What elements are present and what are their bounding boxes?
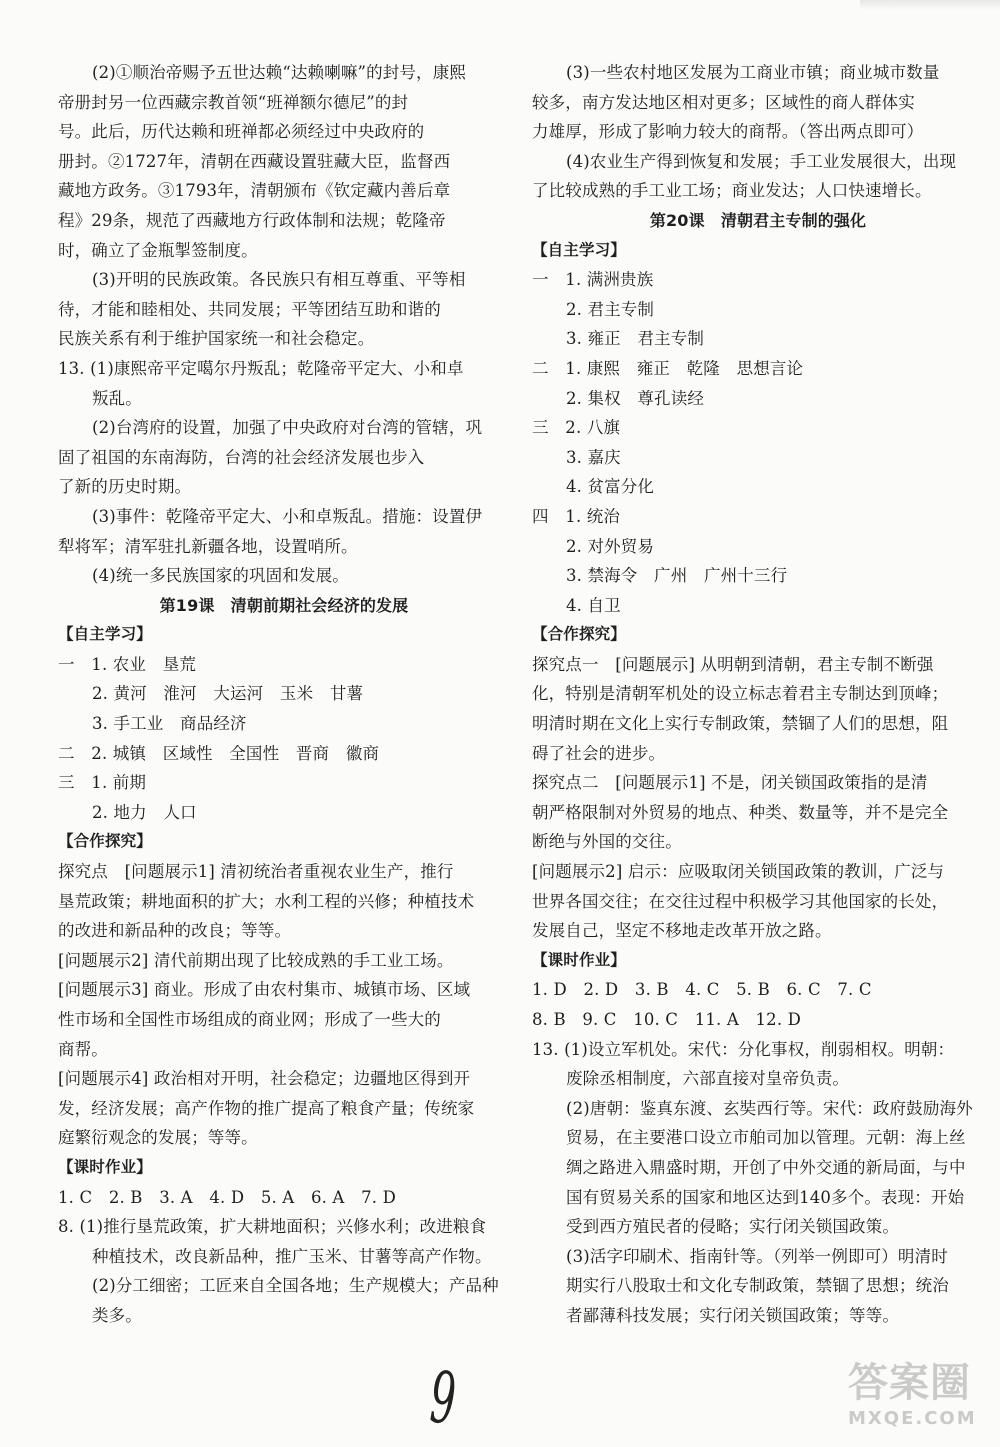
watermark-logo: [848, 1358, 988, 1438]
text-line: 待，才能和睦相处、共同发展；平等团结互助和谐的: [58, 299, 441, 319]
text-line: 2. 君主专制: [566, 299, 655, 319]
text-line: 一 1. 满洲贵族: [532, 270, 654, 290]
text-line: (3)一些农村地区发展为工商业市镇；商业城市数量: [566, 63, 940, 82]
text-line: (3)活字印刷术、指南针等。（列举一例即可）明清时: [566, 1246, 948, 1266]
text-line: 帝册封另一位西藏宗教首领“班禅额尔德尼”的封: [58, 92, 409, 112]
text-line: 册封。②1727年，清朝在西藏设置驻藏大臣，监督西: [58, 151, 451, 171]
text-line: 1. D 2. D 3. B 4. C 5. B 6. C 7. C: [532, 980, 872, 1000]
text-line: 3. 手工业 商品经济: [92, 714, 247, 734]
text-line: 3. 禁海令 广州 广州十三行: [566, 566, 788, 586]
text-line: 明清时期在文化上实行专制政策，禁锢了人们的思想，阻: [532, 714, 949, 734]
watermark-url: MXQE.COM: [848, 1408, 977, 1429]
text-line: 三 2. 八旗: [532, 418, 621, 438]
text-line: 碍了社会的进步。: [532, 743, 666, 763]
text-line: 2. 集权 尊孔读经: [566, 388, 704, 408]
text-line: 4. 贫富分化: [566, 477, 655, 497]
text-line: 二 1. 康熙 雍正 乾隆 思想言论: [532, 358, 804, 378]
text-line: 叛乱。: [92, 388, 142, 408]
text-line: (2)①顺治帝赐予五世达赖“达赖喇嘛”的封号，康熙: [92, 63, 466, 82]
section-heading: 【合作探究】: [58, 832, 152, 851]
lesson-title: 第20课 清朝君主专制的强化: [649, 210, 867, 230]
text-line: 断绝与外国的交往。: [532, 832, 682, 852]
text-line: 二 2. 城镇 区域性 全国性 晋商 徽商: [58, 743, 380, 763]
section-heading: 【合作探究】: [532, 625, 626, 644]
text-line: 化，特别是清朝军机处的设立标志着君主专制达到顶峰；: [532, 684, 949, 704]
text-line: 时，确立了金瓶掣签制度。: [58, 240, 258, 260]
left-column: [58, 58, 510, 1331]
text-line: 3. 嘉庆: [566, 447, 621, 467]
text-line: (2)台湾府的设置，加强了中央政府对台湾的管辖，巩: [92, 418, 483, 438]
handwritten-page-number: 9: [427, 1353, 458, 1443]
text-line: 较多，南方发达地区相对更多；区域性的商人群体实: [532, 92, 915, 112]
text-line: 力雄厚，形成了影响力较大的商帮。（答出两点即可）: [532, 122, 924, 142]
text-line: 世界各国交往；在交往过程中积极学习其他国家的长处，: [532, 891, 949, 911]
text-line: 的改进和新品种的改良；等等。: [58, 921, 292, 941]
text-line: 商帮。: [58, 1039, 108, 1059]
watermark-mark: 答案圈: [848, 1360, 971, 1406]
text-line: 4. 自卫: [566, 595, 621, 615]
text-line: 废除丞相制度，六部直接对皇帝负责。: [566, 1069, 850, 1089]
text-line: [问题展示2] 启示：应吸取闭关锁国政策的教训，广泛与: [532, 862, 945, 882]
text-line: 探究点 [问题展示1] 清初统治者重视农业生产，推行: [58, 862, 454, 882]
text-line: [问题展示2] 清代前期出现了比较成熟的手工业工场。: [58, 950, 454, 970]
text-line: 一 1. 农业 垦荒: [58, 654, 196, 674]
text-line: 性市场和全国性市场组成的商业网；形成了一些大的: [58, 1010, 441, 1029]
text-line: 民族关系有利于维护国家统一和社会稳定。: [58, 329, 375, 349]
text-line: (4)统一多民族国家的巩固和发展。: [92, 566, 349, 586]
text-line: 3. 雍正 君主专制: [566, 329, 704, 349]
right-column: [532, 58, 984, 1331]
text-line: 探究点二 [问题展示1] 不是，闭关锁国政策指的是清: [532, 773, 928, 793]
text-line: 种植技术，改良新品种，推广玉米、甘薯等高产作物。: [92, 1246, 492, 1266]
section-heading: 【自主学习】: [532, 240, 626, 259]
text-line: 贸易，在主要港口设立市舶司加以管理。元朝：海上丝: [566, 1128, 966, 1148]
text-line: 2. 黄河 淮河 大运河 玉米 甘薯: [92, 684, 364, 704]
text-line: 类多。: [92, 1305, 142, 1325]
text-line: 2. 地力 人口: [92, 802, 197, 822]
text-line: [问题展示3] 商业。形成了由农村集市、城镇市场、区域: [58, 980, 471, 1000]
text-line: 期实行八股取士和文化专制政策，禁锢了思想；统治: [566, 1276, 949, 1296]
section-heading: 【课时作业】: [58, 1157, 152, 1176]
text-line: 三 1. 前期: [58, 773, 147, 793]
scan-edge-shadow: [860, 0, 1000, 10]
text-line: 发展自己，坚定不移地走改革开放之路。: [532, 921, 832, 941]
text-line: 发，经济发展；高产作物的推广提高了粮食产量；传统家: [58, 1098, 475, 1118]
text-line: 13. (1)康熙帝平定噶尔丹叛乱；乾隆帝平定大、小和卓: [58, 358, 464, 378]
lesson-title: 第19课 清朝前期社会经济的发展: [159, 595, 409, 615]
section-heading: 【自主学习】: [58, 625, 152, 644]
text-line: (3)事件：乾隆帝平定大、小和卓叛乱。措施：设置伊: [92, 506, 483, 526]
text-line: 了新的历史时期。: [58, 477, 192, 497]
text-line: 2. 对外贸易: [566, 536, 655, 556]
text-line: 了比较成熟的手工业工场；商业发达；人口快速增长。: [532, 181, 932, 201]
text-line: (3)开明的民族政策。各民族只有相互尊重、平等相: [92, 270, 466, 290]
text-line: 探究点一 [问题展示] 从明朝到清朝，君主专制不断强: [532, 654, 934, 674]
text-line: 8. B 9. C 10. C 11. A 12. D: [532, 1010, 802, 1029]
text-line: 8. (1)推行垦荒政策，扩大耕地面积；兴修水利；改进粮食: [58, 1217, 487, 1237]
text-line: (2)唐朝：鉴真东渡、玄奘西行等。宋代：政府鼓励海外: [566, 1098, 973, 1118]
text-line: 13. (1)设立军机处。宋代：分化事权，削弱相权。明朝：: [532, 1039, 955, 1059]
text-line: 垦荒政策；耕地面积的扩大；水利工程的兴修；种植技术: [58, 891, 475, 911]
text-line: (2)分工细密；工匠来自全国各地；生产规模大；产品种: [92, 1276, 499, 1296]
text-line: 1. C 2. B 3. A 4. D 5. A 6. A 7. D: [58, 1187, 396, 1207]
text-line: 四 1. 统治: [532, 506, 621, 526]
text-line: 绸之路进入鼎盛时期，开创了中外交通的新局面，与中: [566, 1157, 966, 1177]
text-line: 藏地方政务。③1793年，清朝颁布《钦定藏内善后章: [58, 181, 451, 201]
text-line: [问题展示4] 政治相对开明，社会稳定；边疆地区得到开: [58, 1069, 471, 1089]
text-line: 庭繁衍观念的发展；等等。: [58, 1128, 258, 1148]
text-line: 固了祖国的东南海防，台湾的社会经济发展也步入: [58, 447, 425, 467]
text-line: 国有贸易关系的国家和地区达到140多个。表现：开始: [566, 1187, 965, 1207]
text-line: 朝严格限制对外贸易的地点、种类、数量等，并不是完全: [532, 802, 949, 822]
text-line: 犁将军；清军驻扎新疆各地，设置哨所。: [58, 536, 358, 556]
text-line: 号。此后，历代达赖和班禅都必须经过中央政府的: [58, 122, 425, 142]
section-heading: 【课时作业】: [532, 950, 626, 969]
text-line: (4)农业生产得到恢复和发展；手工业发展很大，出现: [566, 151, 957, 171]
text-line: 者鄙薄科技发展；实行闭关锁国政策；等等。: [566, 1305, 899, 1325]
text-line: 受到西方殖民者的侵略；实行闭关锁国政策。: [566, 1217, 899, 1237]
text-line: 程》29条，规范了西藏地方行政体制和法规；乾隆帝: [58, 210, 446, 230]
